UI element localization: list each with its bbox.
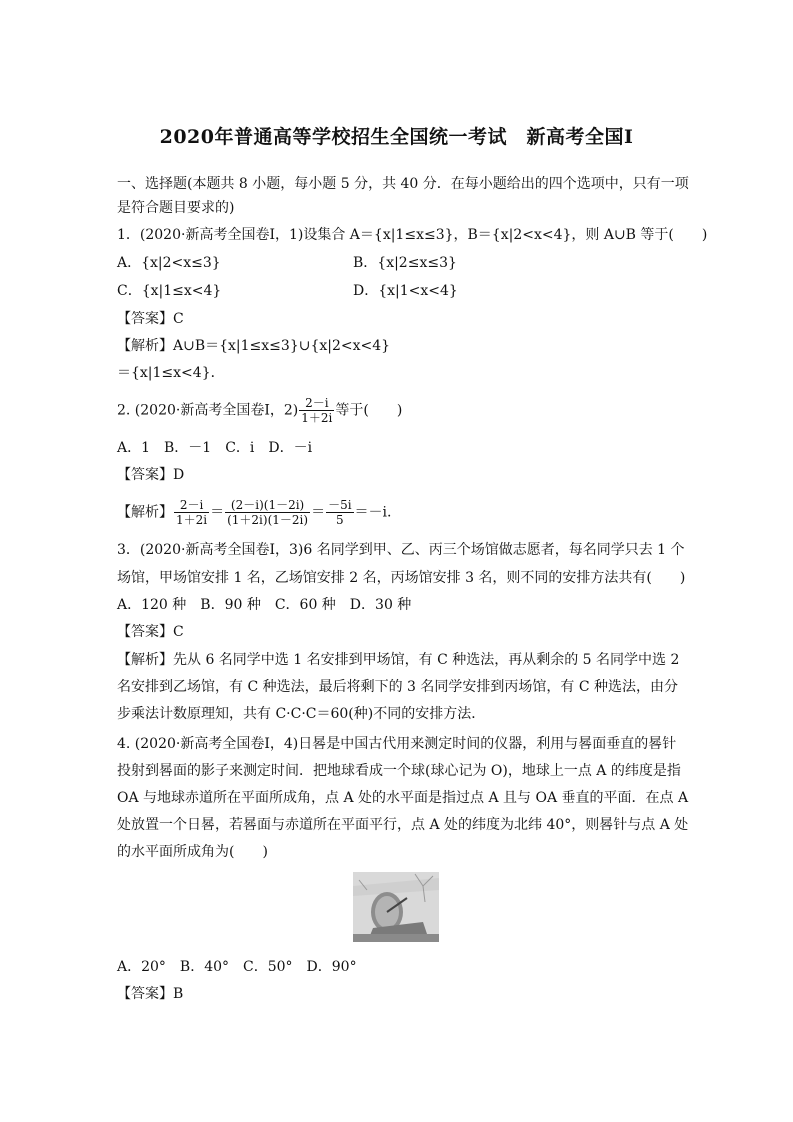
q2-stem [117,396,402,425]
q2-analysis-label: 【解析】 [117,504,173,521]
q2-fraction-1-denominator: 1＋2i [176,513,208,527]
q3-analysis-line-2: 名安排到乙场馆，有 C 种选法，最后将剩下的 3 名同学安排到丙场馆，有 C 种选法，由分 [117,679,679,695]
q2-equals-1: ＝ [210,504,225,521]
q1-option-d: D．{x|1<x<4} [353,283,458,299]
section-instruction-line-1: 一、选择题(本题共 8 小题，每小题 5 分，共 40 分．在每小题给出的四个选项中，只有一项 [117,176,689,192]
q1-analysis-line-2: ＝{x|1≤x<4}． [117,365,225,381]
q3-stem-line-2: 场馆，甲场馆安排 1 名，乙场馆安排 2 名，丙场馆安排 3 名，则不同的安排方法共有( ) [117,570,686,586]
q1-option-b: B．{x|2≤x≤3} [353,255,457,271]
q1-analysis-line-1: 【解析】A∪B＝{x|1≤x≤3}∪{x|2<x<4} [117,338,391,354]
q2-fraction-3 [326,498,353,527]
q4-stem-line-4: 处放置一个日晷，若晷面与赤道所在平面平行，点 A 处的纬度为北纬 40°，则晷针与点 A 处 [117,817,689,833]
q1-option-c: C．{x|1≤x<4} [117,283,222,299]
q4-stem-line-5: 的水平面所成角为( ) [117,844,268,860]
q2-stem-suffix: 等于( ) [335,402,403,419]
sundial-photo [353,872,439,942]
q3-analysis-line-3: 步乘法计数原理知，共有 C·C·C＝60(种)不同的安排方法． [117,706,486,722]
q2-stem-prefix: 2. (2020·新高考全国卷Ⅰ，2) [117,402,299,419]
q3-answer: 【答案】C [117,624,184,640]
q2-fraction-2-denominator: (1＋2i)(1－2i) [227,513,309,527]
page-title: 2020年普通高等学校招生全国统一考试 新高考全国Ⅰ [159,126,634,148]
q3-analysis-line-1: 【解析】先从 6 名同学中选 1 名安排到甲场馆，有 C 种选法，再从剩余的 5 名同学中选 2 [117,652,680,668]
q4-stem-line-3: OA 与地球赤道所在平面所成角，点 A 处的水平面是指过点 A 且与 OA 垂直的平面．在点 A [117,790,689,806]
q1-stem: 1．(2020·新高考全国卷Ⅰ，1)设集合 A＝{x|1≤x≤3}，B＝{x|2<x<4}，则 A∪B 等于( ) [117,227,708,243]
q2-fraction-3-denominator: 5 [335,513,344,527]
q4-answer: 【答案】B [117,986,184,1002]
q4-stem-line-1: 4. (2020·新高考全国卷Ⅰ，4)日晷是中国古代用来测定时间的仪器，利用与晷面垂直的晷针 [117,736,677,752]
section-instruction-line-2: 是符合题目要求的) [117,200,235,216]
q2-analysis [117,498,391,527]
q2-answer: 【答案】D [117,467,185,483]
q2-fraction-1-numerator: 2－i [174,498,209,513]
q1-answer: 【答案】C [117,311,184,327]
q2-result: ＝－i. [354,504,392,521]
q2-stem-fraction-numerator: 2－i [299,396,334,411]
q2-options: A．1 B．－1 C．i D．－i [117,440,313,456]
q2-stem-fraction [299,396,334,425]
q3-options: A．120 种 B．90 种 C．60 种 D．30 种 [117,597,412,613]
q3-stem-line-1: 3．(2020·新高考全国卷Ⅰ，3)6 名同学到甲、乙、丙三个场馆做志愿者，每名同学只去 1 个 [117,542,685,558]
q1-option-a: A．{x|2<x≤3} [117,255,221,271]
q2-fraction-1 [174,498,209,527]
q4-options: A．20° B．40° C．50° D．90° [117,959,357,975]
q2-fraction-2 [225,498,310,527]
q2-fraction-3-numerator: －5i [328,498,352,512]
q4-stem-line-2: 投射到晷面的影子来测定时间．把地球看成一个球(球心记为 O)，地球上一点 A 的纬度是指 [117,763,681,779]
q2-stem-fraction-denominator: 1＋2i [301,411,333,425]
q2-equals-2: ＝ [311,504,326,521]
q2-fraction-2-numerator: (2－i)(1－2i) [225,498,310,513]
